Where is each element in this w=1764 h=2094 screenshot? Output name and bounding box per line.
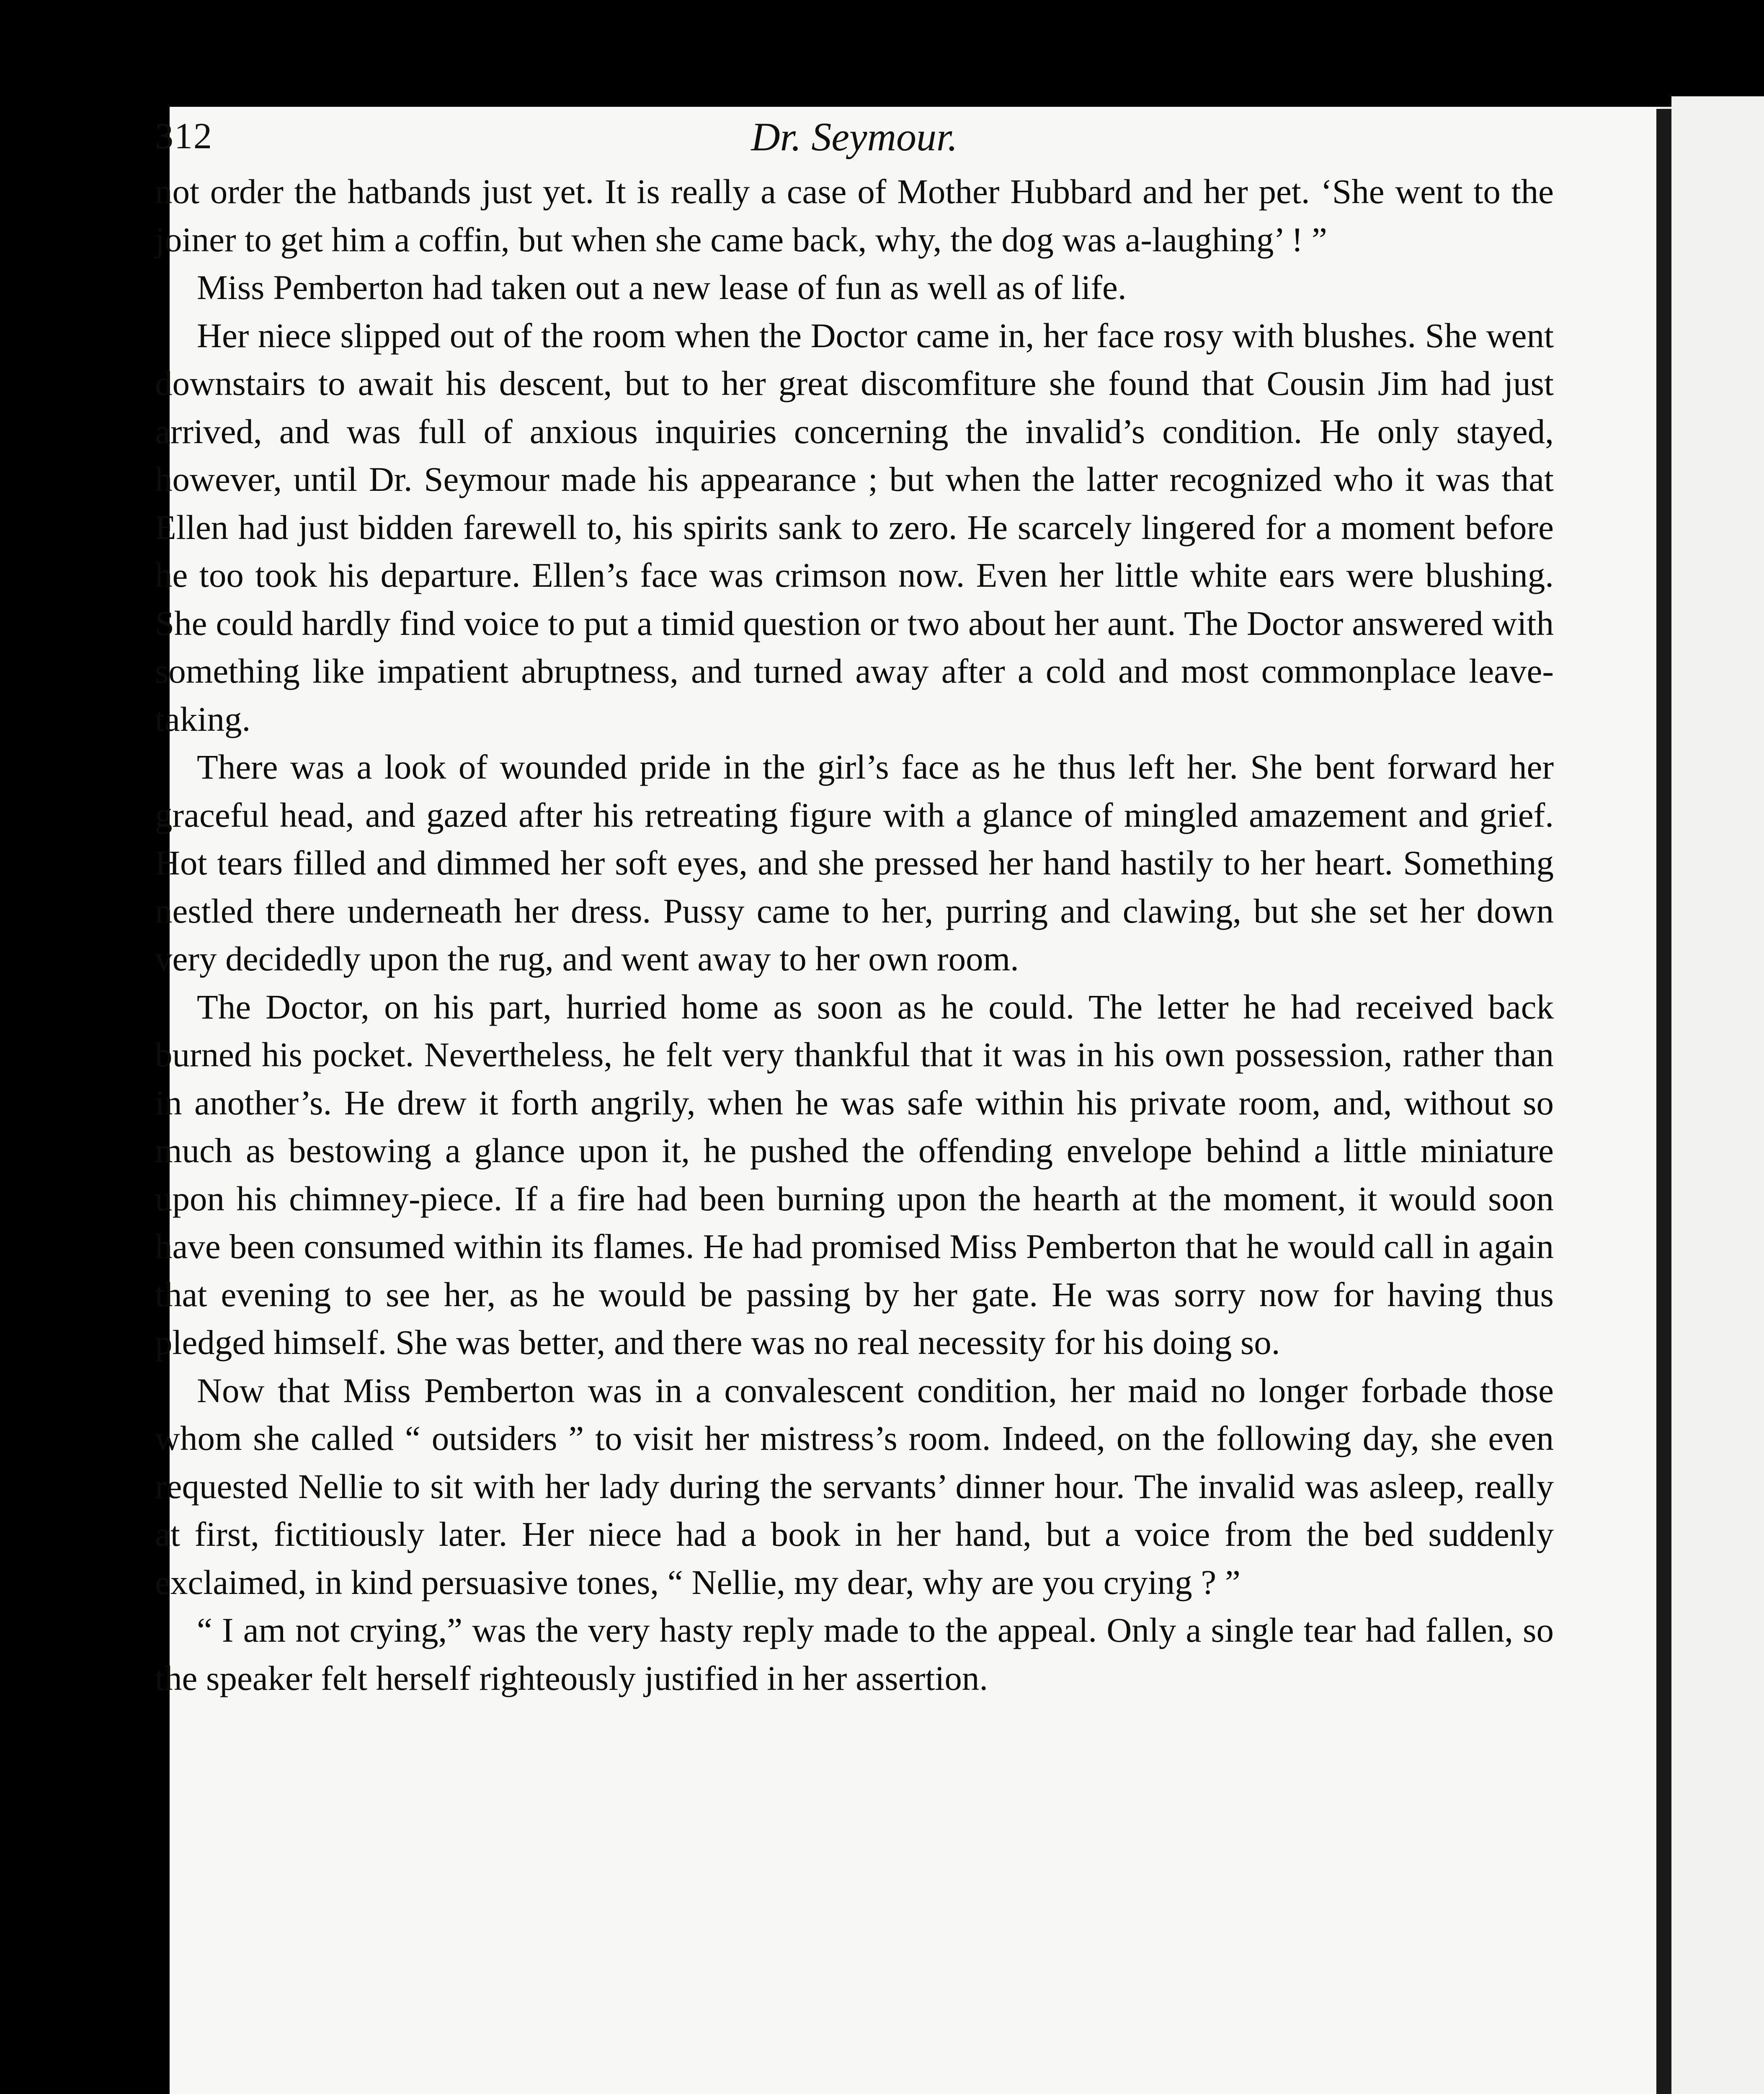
page-number: 312 bbox=[155, 116, 213, 157]
body-text bbox=[155, 168, 1554, 1702]
page-header bbox=[155, 107, 1554, 174]
book-spine bbox=[1656, 109, 1671, 2094]
paragraph: Miss Pemberton had taken out a new lease of fun as well as of life. bbox=[197, 268, 1127, 307]
paragraph: not order the hatbands just yet. It is really a case of Mother Hubbard and her pet. ‘She went to the joiner to get him a coffin, but when she came back, why, the dog was a-laughing’ ! ” bbox=[155, 172, 1554, 259]
paragraph: There was a look of wounded pride in the girl’s face as he thus left her. She bent forward her graceful head, and gazed after his retreating figure with a glance of mingled amazement and grief. Hot tears filled and dimmed her soft eyes, and she pressed her hand hastily to her heart. Something nestled there underneath her dress. Pussy came to her, purring and clawing, but she set her down very decidedly upon the rug, and went away to her own room. bbox=[155, 748, 1554, 978]
paragraph: Now that Miss Pemberton was in a convalescent condition, her maid no longer forbade those whom she called “ outsiders ” to visit her mistress’s room. Indeed, on the following day, she even requested Nellie to sit with her lady during the servants’ dinner hour. The invalid was asleep, really at first, fictitiously later. Her niece had a book in her hand, but a voice from the bed suddenly exclaimed, in kind persuasive tones, “ Nellie, my dear, why are you crying ? ” bbox=[155, 1371, 1554, 1601]
running-head: Dr. Seymour. bbox=[751, 114, 958, 159]
paragraph: The Doctor, on his part, hurried home as soon as he could. The letter he had received back burned his pocket. Nevertheless, he felt very thankful that it was in his own possession, rather than in another’s. He drew it forth angrily, when he was safe within his private room, and, without so much as bestowing a glance upon it, he pushed the offending envelope behind a little miniature upon his chimney-piece. If a fire had been burning upon the hearth at the moment, it would soon have been consumed within its flames. He had promised Miss Pemberton that he would call in again that evening to see her, as he would be passing by her gate. He was sorry now for having thus pledged himself. She was better, and there was no real necessity for his doing so. bbox=[155, 987, 1554, 1362]
paragraph: “ I am not crying,” was the very hasty reply made to the appeal. Only a single tear had fallen, so the speaker felt herself righteously justified in her assertion. bbox=[155, 1611, 1554, 1697]
facing-page-edge bbox=[1671, 96, 1764, 2094]
paragraph: Her niece slipped out of the room when the Doctor came in, her face rosy with blushes. She went downstairs to await his descent, but to her great discomfiture she found that Cousin Jim had just arrived, and was full of anxious inquiries concerning the invalid’s condition. He only stayed, however, until Dr. Seymour made his appearance ; but when the latter recognized who it was that Ellen had just bidden farewell to, his spirits sank to zero. He scarcely lingered for a moment before he too took his departure. Ellen’s face was crimson now. Even her little white ears were blushing. She could hardly find voice to put a timid question or two about her aunt. The Doctor answered with something like impatient abruptness, and turned away after a cold and most commonplace leave-taking. bbox=[155, 316, 1554, 738]
